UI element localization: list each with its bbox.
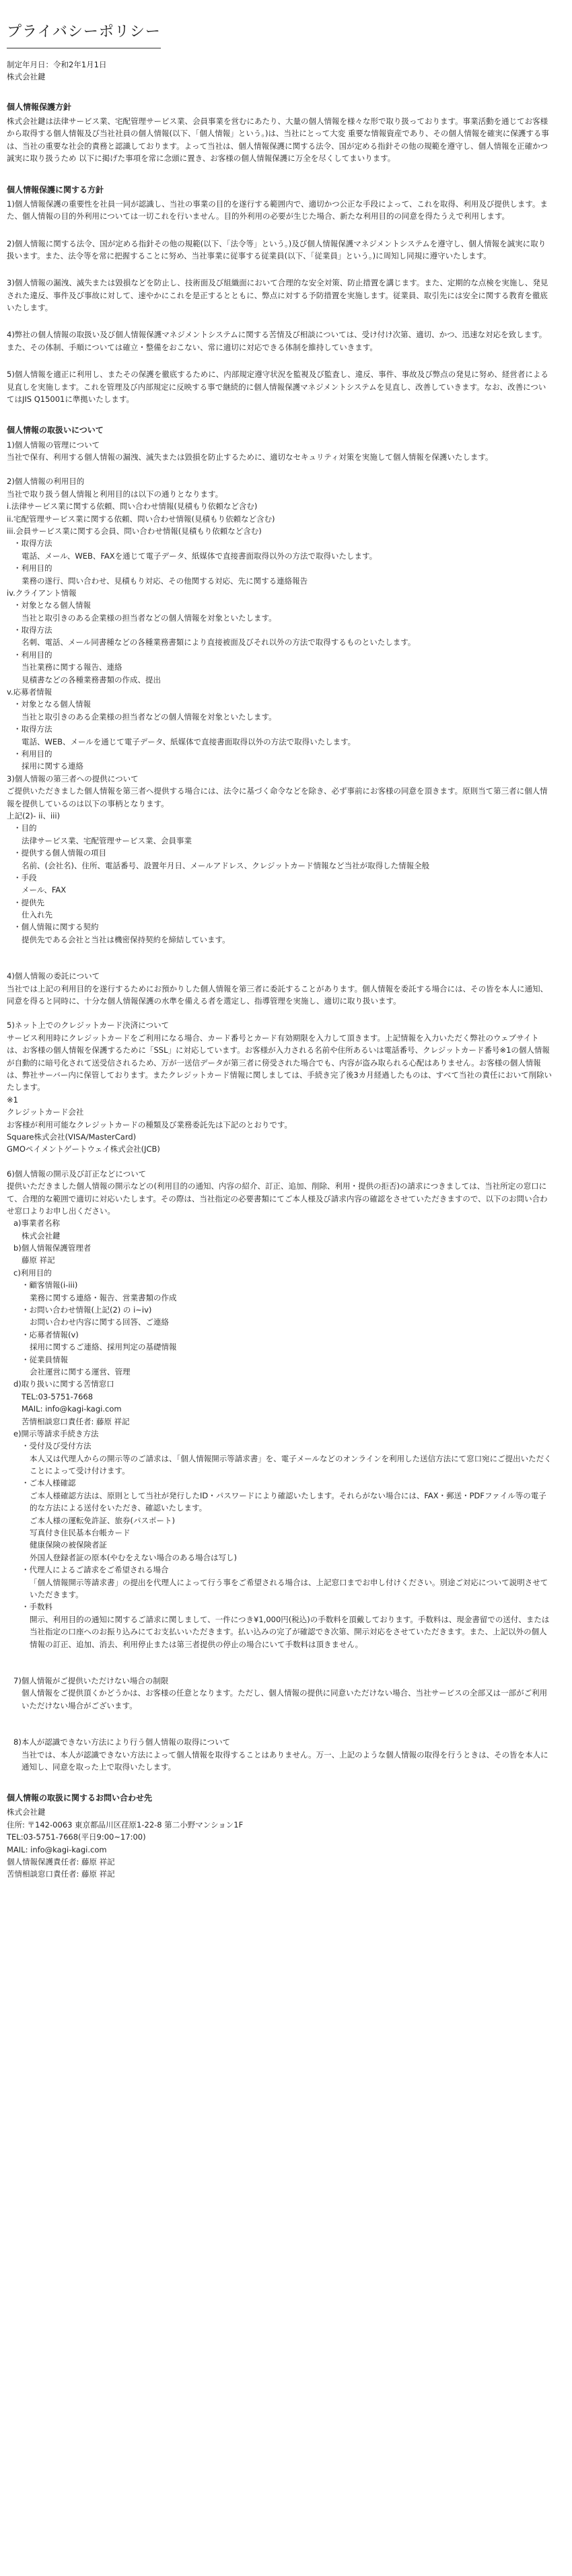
policy-line: 個人情報をご提供頂くかどうかは、お客様の任意となります。ただし、個人情報の提供に同意いただけない場合、当社サービスの全部又は一部がご利用いただけない場合がございます。 bbox=[22, 1688, 548, 1710]
policy-line: ・ご本人様確認 bbox=[22, 1478, 76, 1488]
policy-line: ご本人様確認方法は、原則として当社が発行したID・パスワードにより確認いたします。それらがない場合には、FAX・郵送・PDFファイル等の電子的な方法による送付をいただき、確認いたします。 bbox=[30, 1490, 546, 1513]
page-title: プライバシーポリシー bbox=[7, 20, 161, 48]
policy-line: 法律サービス業、宅配管理サービス業、会員事業 bbox=[22, 835, 192, 845]
policy-line: TEL:03-5751-7668 bbox=[22, 1391, 94, 1401]
policy-line: 電話、WEB、メールを通じて電子データ、紙媒体で直接書面取得以外の方法で取得いたします。 bbox=[22, 736, 356, 746]
policy-line: ・取得方法 bbox=[13, 538, 52, 549]
policy-line: ・個人情報に関する契約 bbox=[13, 922, 99, 932]
section-paragraph: 4)弊社の個人情報の取扱い及び個人情報保護マネジメントシステムに関する苦情及び相談については、受け付け次第、適切、かつ、迅速な対応を致します。また、その体制、手順については確立・整備をおこない、常に適切に対応できる体制を維持していきます。 bbox=[7, 330, 547, 352]
policy-line: メール、FAX bbox=[22, 885, 67, 895]
policy-line: ・対象となる個人情報 bbox=[13, 699, 91, 709]
contact-lines bbox=[7, 1806, 552, 1880]
contact-line: 株式会社鍵 bbox=[7, 1807, 46, 1817]
section-paragraph: 株式会社鍵は法律サービス業、宅配管理サービス業、会員事業を営むにあたり、大量の個人情報を様々な形で取り扱っております。事業活動を通じてお客様から取得する個人情報及び当社社員の個人情報(以下、「個人情報」という。)は、当社にとって大変 重要な情報資産であり、その個人情報を確実に保護する事は、当社の重要な社会的責務と認識しております。よって当社は、個人情報保護に関する法令、国が定める指針その他の規範を遵守し、個人情報を正確かつ誠実に取り扱うため 以下に掲げた事項を常に念頭に置き、お客様の個人情報保護に万全を尽くしてまいります。 bbox=[7, 116, 549, 164]
policy-line: ・代理人によるご請求をご希望される場合 bbox=[22, 1565, 169, 1575]
policy-line: ・従業員情報 bbox=[22, 1354, 68, 1364]
policy-line: a)事業者名称 bbox=[13, 1218, 61, 1228]
policy-line: ・応募者情報(v) bbox=[22, 1329, 79, 1339]
policy-line: 写真付き住民基本台帳カード bbox=[30, 1528, 131, 1538]
policy-line: 6)個人情報の開示及び訂正などについて bbox=[7, 1169, 147, 1179]
policy-line: ・利用目的 bbox=[13, 563, 52, 573]
policy-section-1 bbox=[7, 101, 552, 165]
policy-line: 4)個人情報の委託について bbox=[7, 971, 100, 981]
policy-line: 提供先である会社と当社は機密保持契約を締結しています。 bbox=[22, 934, 230, 944]
policy-line: v.応募者情報 bbox=[7, 687, 52, 697]
policy-line: ・提供する個人情報の項目 bbox=[13, 848, 106, 858]
policy-line: ・取得方法 bbox=[13, 724, 52, 734]
policy-line: ・利用目的 bbox=[13, 650, 52, 660]
contact-line: 個人情報保護責任者: 藤原 祥記 bbox=[7, 1857, 115, 1867]
policy-line: ・受付及び受付方法 bbox=[22, 1441, 92, 1451]
policy-line: ご提供いただきました個人情報を第三者へ提供する場合には、法令に基づく命令などを除き、必ず事前にお客様の同意を頂きます。原則当て第三者に個人情報を提供しているのは以下の事柄となります。 bbox=[7, 786, 548, 808]
policy-line: お問い合わせ内容に関する回答、ご連絡 bbox=[30, 1317, 169, 1327]
section-paragraph: 5)個人情報を適正に利用し、またその保護を徹底するために、内部規定遵守状況を監視及び監査し、違反、事件、事故及び弊点の発見に努め、経営者による見直しを実施します。これを管理及び内部規定に反映する事で継続的に個人情報保護マネジメントシステムを見直し、改善していきます。なお、改善についてはJIS Q15001に準拠いたします。 bbox=[7, 370, 548, 405]
policy-line: 当社と取引きのある企業様の担当者などの個人情報を対象といたします。 bbox=[22, 711, 277, 722]
policy-line: 外国人登録者証の原本(やむをえない場合のある場合は写し) bbox=[30, 1552, 237, 1562]
policy-line: 当社で取り扱う個人情報と利用目的は以下の通りとなります。 bbox=[7, 489, 223, 499]
blank-line bbox=[7, 1724, 552, 1736]
policy-line: 当社では上記の利用目的を遂行するためにお預かりした個人情報を第三者に委託することがあります。個人情報を委託する場合には、その皆を本人に通知、同意を得ると同時に、十分な個人情報保護の水準を備える者を選定し、指導管理を実施し、適切に取り扱います。 bbox=[7, 983, 548, 1006]
policy-line: Square株式会社(VISA/MasterCard) bbox=[7, 1132, 137, 1142]
blank-line bbox=[7, 463, 552, 475]
policy-line: ご本人様の運転免許証、旅券(パスポート) bbox=[30, 1515, 175, 1525]
policy-line: ・対象となる個人情報 bbox=[13, 600, 91, 611]
contact-line: TEL:03-5751-7668(平日9:00~17:00) bbox=[7, 1832, 146, 1842]
policy-line: 名刺、電話、メール同書種などの各種業務書類により直接被面及びそれ以外の方法で取得するものといたします。 bbox=[22, 637, 416, 648]
policy-line: 名前、(会社名)、住所、電話番号、設置年月日、メールアドレス、クレジットカード情報など当社が取得した情報全般 bbox=[22, 860, 430, 870]
contact-line: 住所: 〒142-0063 東京都品川区荏原1-22-8 第二小野マンション1F bbox=[7, 1819, 244, 1830]
policy-line: 3)個人情報の第三者への提供について bbox=[7, 773, 139, 784]
section-paragraph: 1)個人情報保護の重要性を社員一同が認識し、当社の事業の目的を遂行する範囲内で、適切かつ公正な手段によって、これを取得、利用及び提供します。また、個人情報の目的外利用については一切これを行いません。目的外利用の必要が生じた場合、新たな利用目的の同意を得たうえで利用します。 bbox=[7, 199, 548, 221]
policy-line: 5)ネット上でのクレジットカード決済について bbox=[7, 1020, 169, 1031]
policy-line: 採用に関するご連絡、採用判定の基礎情報 bbox=[30, 1342, 177, 1352]
policy-line: 当社と取引きのある企業様の担当者などの個人情報を対象といたします。 bbox=[22, 613, 277, 623]
policy-line: 株式会社鍵 bbox=[22, 1230, 61, 1241]
policy-line: d)取り扱いに関する苦情窓口 bbox=[13, 1379, 114, 1389]
policy-line: 健康保険の被保険者証 bbox=[30, 1540, 107, 1550]
enacted-date: 制定年月日：令和2年1月1日 bbox=[7, 60, 107, 70]
section-heading: 個人情報保護方針 bbox=[7, 102, 72, 112]
policy-line: b)個人情報保護管理者 bbox=[13, 1243, 92, 1253]
policy-line: ・顧客情報(i-iii) bbox=[22, 1280, 78, 1290]
policy-line: c)利用目的 bbox=[13, 1267, 52, 1278]
policy-line: クレジットカード会社 bbox=[7, 1107, 84, 1117]
policy-line: 当社では、本人が認識できない方法によって個人情報を取得することはありません。万一、上記のような個人情報の取得を行うときは、その皆を本人に通知し、同意を取った上で取得いたします。 bbox=[22, 1749, 548, 1772]
contact-line: 苦情相談窓口責任者: 藤原 祥記 bbox=[7, 1869, 115, 1879]
policy-section-2 bbox=[7, 184, 552, 406]
policy-line: ※1 bbox=[7, 1094, 18, 1105]
handling-lines bbox=[7, 439, 552, 1774]
policy-line: ・取得方法 bbox=[13, 625, 52, 635]
section-heading: 個人情報の取扱いについて bbox=[7, 425, 104, 436]
blank-line bbox=[7, 1712, 552, 1724]
policy-line: 業務に関する連絡・報告、営業書類の作成 bbox=[30, 1292, 177, 1302]
section-heading: 個人情報の取扱に関するお問い合わせ先 bbox=[7, 1793, 153, 1803]
policy-line: 電話、メール、WEB、FAXを通じて電子データ、紙媒体で直接書面取得以外の方法で取得いたします。 bbox=[22, 551, 378, 561]
policy-line: 1)個人情報の管理について bbox=[7, 440, 100, 450]
policy-line: 提供いただきました個人情報の開示などの(利用目的の通知、内容の紹介、訂正、追加、削除、利用・提供の拒否)の請求につきましては、当社所定の窓口にて、合理的な範囲で適切に対応いたします。その際は、当社指定の必要書類にてご本人様及び請求内容の確認をさせていただきますので、以下のお問い合わせ窓口よりお申し出ください。 bbox=[7, 1181, 548, 1216]
policy-line: ・利用目的 bbox=[13, 749, 52, 759]
company-name: 株式会社鍵 bbox=[7, 72, 46, 81]
policy-line: iv.クライアント情報 bbox=[7, 588, 77, 598]
blank-line bbox=[7, 1650, 552, 1663]
section-paragraph: 3)個人情報の漏洩、滅失または毀損などを防止し、技術面及び組織面において合理的な安全対策、防止措置を講じます。また、定期的な点検を実施し、発見された違反、事件及び事故に対して、速やかにこれを是正するとともに、弊点に対する予防措置を実施します。従業員、取引先には安全に関する教育を徹底いたします。 bbox=[7, 278, 548, 313]
policy-line: MAIL: info@kagi-kagi.com bbox=[22, 1404, 122, 1414]
policy-line: 「個人情報開示等請求書」の提出を代理人によって行う事をご希望される場合は、上記窓口までお申し付けください。別途ご対応について説明させていただきます。 bbox=[30, 1577, 548, 1599]
policy-line: 当社業務に関する報告、連絡 bbox=[22, 662, 122, 672]
policy-line: ii.宅配管理サービス業に関する依頼、問い合わせ情報(見積もり依頼など含む) bbox=[7, 514, 275, 524]
policy-line: ・手段 bbox=[13, 872, 37, 882]
policy-line: 8)本人が認識できない方法により行う個人情報の取得について bbox=[13, 1737, 231, 1747]
policy-line: 業務の遂行、問い合わせ、見積もり対応、その他関する対応、先に関する連絡報告 bbox=[22, 576, 308, 586]
policy-line: 仕入れ先 bbox=[22, 910, 52, 920]
policy-line: ・お問い合わせ情報(上記(2) の i~iv) bbox=[22, 1305, 152, 1315]
blank-line bbox=[7, 1663, 552, 1675]
policy-line: 上記(2)- ii、iii) bbox=[7, 810, 61, 821]
blank-line bbox=[7, 1156, 552, 1168]
section-heading: 個人情報保護に関する方針 bbox=[7, 184, 104, 195]
policy-line: 本人又は代理人からの開示等のご請求は、「個人情報開示等請求書」を、電子メールなどのオンラインを利用した送信方法にて窓口宛にご提出いただくことによって受け付けます。 bbox=[30, 1453, 552, 1476]
policy-line: 7)個人情報がご提供いただけない場合の制限 bbox=[13, 1675, 169, 1685]
handling-section bbox=[7, 424, 552, 1773]
policy-line: GMOペイメントゲートウェイ株式会社(JCB) bbox=[7, 1144, 160, 1154]
policy-line: 苦情相談窓口責任者: 藤原 祥記 bbox=[22, 1416, 130, 1426]
policy-line: 当社で保有、利用する個人情報の漏洩、滅失または毀損を防止するために、適切なセキュリティ対策を実施して個人情報を保護いたします。 bbox=[7, 452, 493, 462]
blank-line bbox=[7, 958, 552, 970]
policy-line: ・提供先 bbox=[13, 897, 44, 907]
policy-line: iii.会員サービス業に関する会員、問い合わせ情報(見積もり依頼など含む) bbox=[7, 526, 262, 536]
contact-section bbox=[7, 1792, 552, 1881]
policy-line: 2)個人情報の利用目的 bbox=[7, 477, 85, 487]
policy-line: 藤原 祥記 bbox=[22, 1255, 55, 1265]
blank-line bbox=[7, 946, 552, 958]
policy-line: ・目的 bbox=[13, 823, 37, 833]
policy-line: 採用に関する連絡 bbox=[22, 761, 83, 771]
policy-line: 会社運営に関する運営、管理 bbox=[30, 1366, 131, 1377]
contact-line: MAIL: info@kagi-kagi.com bbox=[7, 1844, 107, 1854]
policy-line: サービス利用時にクレジットカードをご利用になる場合、カード番号とカード有効期限を入力して頂きます。上記情報を入力いただく弊社のウェブサイトは、お客様の個人情報を保護するために「SSL」に対応しています。お客様が入力される名前や住所あるいは電話番号、クレジットカード番号※1の個人情報が自動的に暗号化されて送受信されるため、万が一送信データが第三者に傍受された場合でも、内容が盗み取られる心配はありません。お客様の個人情報は、弊社サーバー内に保管しております。またクレジットカード情報に関しましては、手続き完了後3カ月経過したものは、すべて当社の責任において削除いたします。 bbox=[7, 1033, 552, 1092]
blank-line bbox=[7, 1007, 552, 1019]
policy-meta bbox=[7, 59, 552, 83]
policy-line: 見積書などの各種業務書類の作成、提出 bbox=[22, 674, 161, 685]
policy-line: お客様が利用可能なクレジットカードの種類及び業務委託先は下記のとおりです。 bbox=[7, 1119, 292, 1129]
policy-line: i.法律サービス業に関する依頼、問い合わせ情報(見積もり依頼など含む) bbox=[7, 501, 258, 512]
policy-line: 開示、利用目的の通知に関するご請求に関しまして、一件につき¥1,000円(税込)の手数料を頂戴しております。手数料は、現金書留での送付、または当社指定の口座へのお振り込みにてお支払いいただきます。払い込みの完了が確認でき次第、開示対応をさせていただきます。また、上記以外の個人情報の訂正、追加、消去、利用停止または第三者提供の停止の場合にいて手数料は頂きません。 bbox=[30, 1614, 550, 1649]
section-paragraph: 2)個人情報に関する法令、国が定める指針その他の規範(以下、「法令等」という。)及び個人情報保護マネジメントシステムを遵守し、個人情報を誠実に取り扱います。また、法令等を常に把握することに努め、当社事業に従事する従業員(以下、「従業員」という。)に周知し同規に遵守いたします。 bbox=[7, 238, 546, 260]
policy-line: ・手数料 bbox=[22, 1602, 52, 1612]
policy-line: e)開示等請求手続き方法 bbox=[13, 1428, 99, 1438]
